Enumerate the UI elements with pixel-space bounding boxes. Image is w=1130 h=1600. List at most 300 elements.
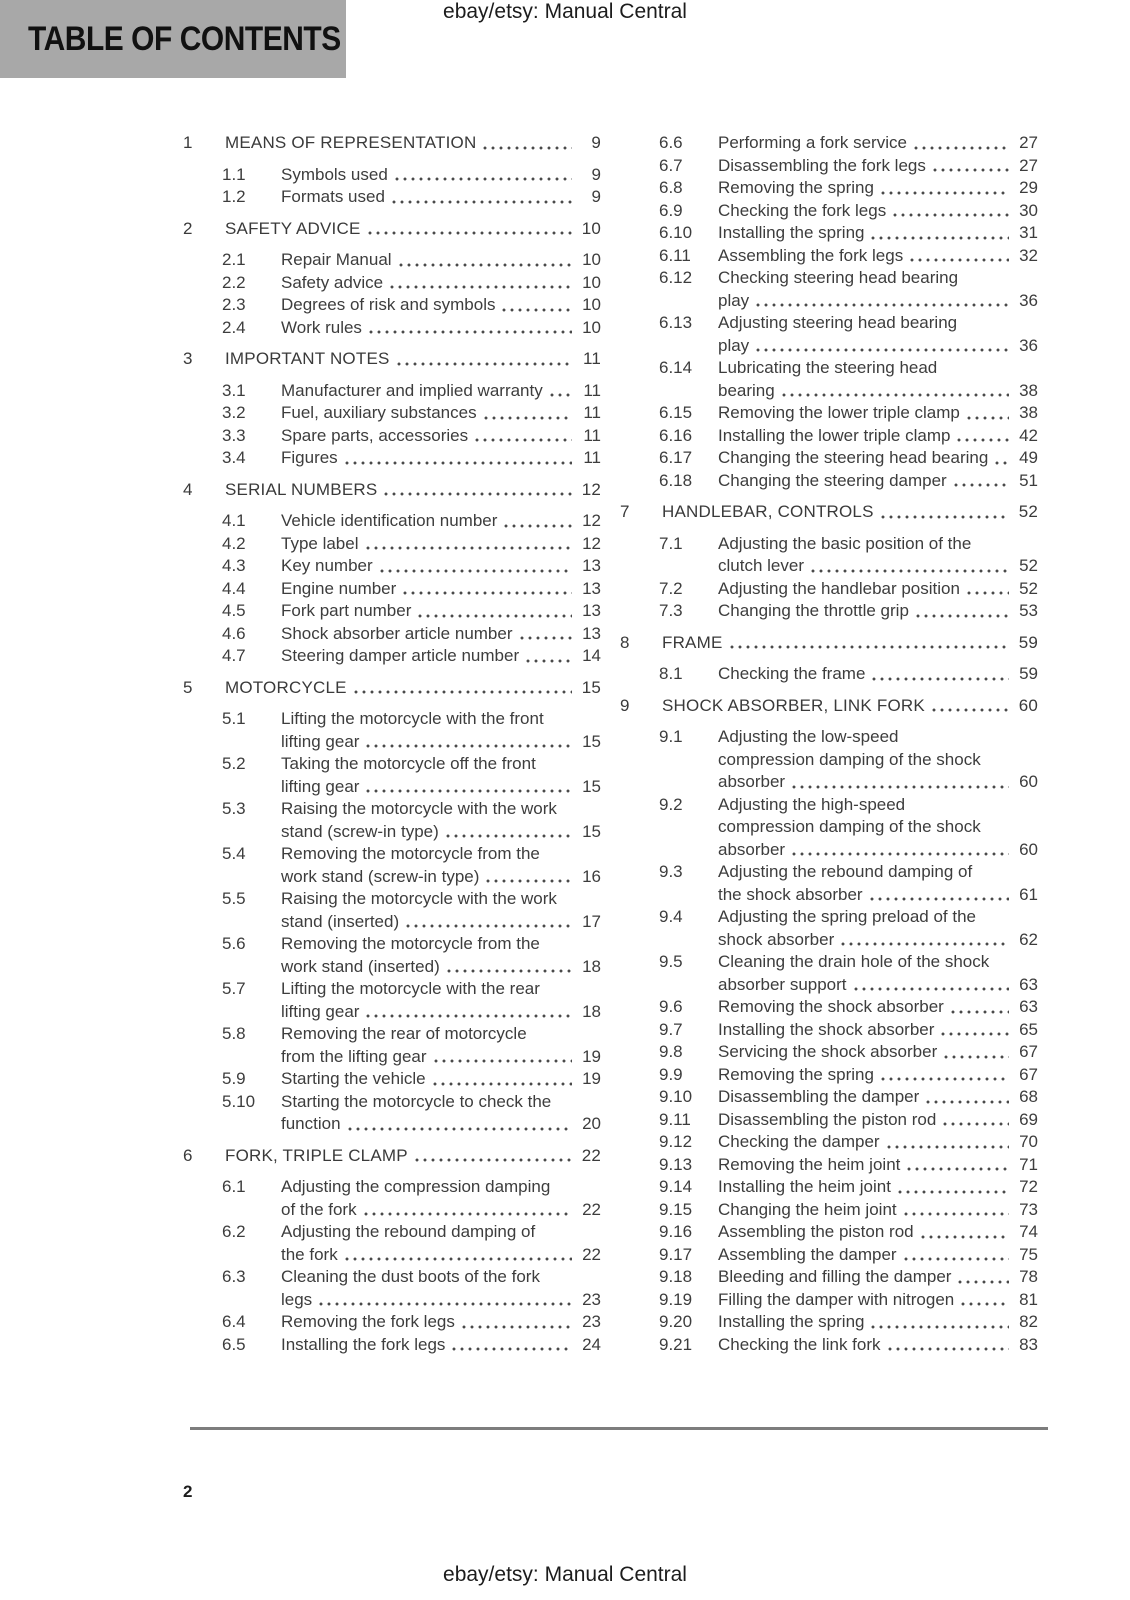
entry-title-line: of the fork xyxy=(281,1199,357,1219)
entry-title xyxy=(718,1131,1038,1154)
entry-number: 6.14 xyxy=(659,358,693,377)
toc-columns xyxy=(183,123,1038,1356)
entry-title xyxy=(281,249,601,272)
entry-title-line: Spare parts, accessories xyxy=(281,425,469,445)
toc-entry-6.12 xyxy=(659,267,1038,312)
entry-number: 6.17 xyxy=(659,448,693,467)
toc-entry-4.7 xyxy=(222,645,601,668)
toc-entry-4 xyxy=(183,479,601,502)
entry-title xyxy=(718,155,1038,178)
entry-page-number: 52 xyxy=(1018,502,1038,521)
toc-entry-5.10 xyxy=(222,1091,601,1136)
entry-title-line: SERIAL NUMBERS xyxy=(225,479,378,499)
dotted-leader xyxy=(965,402,1009,425)
toc-entry-2.4 xyxy=(222,317,601,340)
entry-title-line: Servicing the shock absorber xyxy=(718,1042,938,1061)
entry-page-number: 23 xyxy=(582,1289,601,1309)
entry-number: 4.7 xyxy=(222,646,246,665)
toc-entry-9.14 xyxy=(659,1176,1038,1199)
dotted-leader xyxy=(919,1221,1009,1244)
toc-entry-9.9 xyxy=(659,1064,1038,1087)
entry-page-number: 10 xyxy=(581,218,601,238)
entry-number: 5.1 xyxy=(222,709,246,728)
entry-title-line: Starting the vehicle xyxy=(281,1069,426,1088)
dotted-leader xyxy=(378,555,572,578)
entry-page-number: 9 xyxy=(591,187,601,206)
entry-title-line: Starting the motorcycle to check the xyxy=(281,1091,552,1111)
entry-title-line: Removing the spring xyxy=(718,178,874,197)
entry-number: 3.3 xyxy=(222,425,246,445)
entry-title-line: bearing xyxy=(718,380,775,400)
toc-entry-9.19 xyxy=(659,1289,1038,1312)
dotted-leader xyxy=(548,380,572,403)
entry-title-line: Adjusting the high-speed xyxy=(718,794,906,814)
dotted-leader xyxy=(317,1289,572,1312)
entry-number: 5.9 xyxy=(222,1069,246,1088)
entry-title xyxy=(281,164,601,187)
entry-number: 9.3 xyxy=(659,862,683,881)
entry-page-number: 52 xyxy=(1019,578,1038,598)
entry-number: 5.2 xyxy=(222,754,246,773)
entry-number: 9.14 xyxy=(659,1177,693,1196)
entry-number: 2.2 xyxy=(222,272,246,292)
entry-title xyxy=(281,1068,601,1091)
dotted-leader xyxy=(790,771,1009,794)
entry-title-line: Adjusting the compression damping xyxy=(281,1177,551,1196)
entry-title-line: Fuel, auxiliary substances xyxy=(281,403,477,422)
entry-title-line: Adjusting the spring preload of the xyxy=(718,907,977,926)
entry-page-number: 59 xyxy=(1018,632,1038,652)
entry-title-line: Installing the spring xyxy=(718,1312,865,1331)
entry-page-number: 10 xyxy=(582,317,601,337)
entry-title-line: absorber xyxy=(718,839,786,859)
entry-title xyxy=(718,533,1038,578)
toc-entry-3.3 xyxy=(222,425,601,448)
dotted-leader xyxy=(390,186,572,209)
toc-entry-9.2 xyxy=(659,794,1038,862)
entry-number: 6.5 xyxy=(222,1334,246,1354)
dotted-leader xyxy=(362,1199,572,1222)
entry-title-line: Repair Manual xyxy=(281,250,392,269)
entry-title xyxy=(281,1221,601,1266)
entry-title-line: lifting gear xyxy=(281,1001,360,1021)
toc-entry-6 xyxy=(183,1145,601,1168)
toc-entry-6.7 xyxy=(659,155,1038,178)
entry-title xyxy=(718,470,1038,493)
dotted-leader xyxy=(502,510,572,533)
entry-number: 5.10 xyxy=(222,1091,256,1111)
entry-number: 3 xyxy=(183,349,193,368)
entry-title xyxy=(281,1311,601,1334)
entry-number: 9.8 xyxy=(659,1042,683,1061)
entry-page-number: 9 xyxy=(591,164,601,184)
entry-page-number: 70 xyxy=(1019,1132,1038,1151)
entry-number: 4.2 xyxy=(222,533,246,553)
toc-entry-4.6 xyxy=(222,623,601,646)
entry-title xyxy=(225,132,601,155)
entry-title xyxy=(718,861,1038,906)
entry-number: 8.1 xyxy=(659,664,683,683)
entry-title-line: Filling the damper with nitrogen xyxy=(718,1289,955,1309)
entry-title-line: Changing the steering head bearing xyxy=(718,448,989,467)
entry-number: 6.18 xyxy=(659,470,693,490)
entry-number: 9.5 xyxy=(659,952,683,971)
toc-entry-6.11 xyxy=(659,245,1038,268)
toc-entry-9.8 xyxy=(659,1041,1038,1064)
entry-title-line: Work rules xyxy=(281,317,362,337)
entry-title-line: Fork part number xyxy=(281,601,412,620)
entry-title-line: Bleeding and filling the damper xyxy=(718,1267,952,1286)
dotted-leader xyxy=(870,663,1009,686)
entry-number: 5.3 xyxy=(222,799,246,818)
entry-title-line: Assembling the fork legs xyxy=(718,245,904,265)
toc-entry-6.18 xyxy=(659,470,1038,493)
dotted-leader xyxy=(885,1131,1009,1154)
entry-title xyxy=(281,753,601,798)
entry-title xyxy=(718,245,1038,268)
entry-page-number: 53 xyxy=(1019,601,1038,620)
entry-number: 6.16 xyxy=(659,425,693,445)
toc-entry-9.18 xyxy=(659,1266,1038,1289)
toc-entry-9.13 xyxy=(659,1154,1038,1177)
entry-title-line: Manufacturer and implied warranty xyxy=(281,380,543,400)
entry-page-number: 15 xyxy=(582,821,601,841)
entry-number: 4 xyxy=(183,479,193,499)
entry-title-line: work stand (inserted) xyxy=(281,956,440,976)
dotted-leader xyxy=(931,155,1009,178)
entry-title-line: Checking the frame xyxy=(718,664,866,683)
entry-title xyxy=(718,357,1038,402)
entry-title-line: Changing the heim joint xyxy=(718,1199,897,1219)
entry-number: 8 xyxy=(620,632,630,652)
entry-number: 9.18 xyxy=(659,1267,693,1286)
entry-number: 6.12 xyxy=(659,268,693,287)
entry-title-line: lifting gear xyxy=(281,731,360,751)
entry-title-line: Assembling the piston rod xyxy=(718,1222,914,1241)
toc-entry-9.15 xyxy=(659,1199,1038,1222)
entry-number: 6 xyxy=(183,1145,193,1165)
toc-entry-3 xyxy=(183,348,601,371)
entry-page-number: 60 xyxy=(1018,695,1038,715)
entry-page-number: 74 xyxy=(1019,1222,1038,1241)
toc-entry-7 xyxy=(620,501,1038,524)
entry-page-number: 83 xyxy=(1019,1334,1038,1354)
entry-number: 6.6 xyxy=(659,133,683,152)
dotted-leader xyxy=(445,956,572,979)
dotted-leader xyxy=(993,447,1009,470)
dotted-leader xyxy=(343,1244,572,1267)
toc-entry-1.2 xyxy=(222,186,601,209)
entry-title-line: Installing the heim joint xyxy=(718,1177,891,1196)
entry-title xyxy=(225,677,601,700)
entry-title-line: Removing the spring xyxy=(718,1064,874,1084)
entry-page-number: 49 xyxy=(1019,448,1038,467)
toc-entry-6.4 xyxy=(222,1311,601,1334)
toc-entry-6.10 xyxy=(659,222,1038,245)
dotted-leader xyxy=(879,177,1009,200)
entry-title xyxy=(281,1176,601,1221)
entry-page-number: 13 xyxy=(582,578,601,598)
entry-title xyxy=(281,447,601,470)
entry-number: 6.3 xyxy=(222,1267,246,1286)
entry-number: 3.1 xyxy=(222,380,246,400)
entry-number: 5 xyxy=(183,677,193,697)
entry-page-number: 22 xyxy=(581,1145,601,1165)
entry-page-number: 52 xyxy=(1019,556,1038,575)
toc-entry-1.1 xyxy=(222,164,601,187)
entry-number: 6.13 xyxy=(659,313,693,332)
entry-title xyxy=(718,1244,1038,1267)
entry-number: 2.3 xyxy=(222,295,246,314)
entry-title-line: Taking the motorcycle off the front xyxy=(281,754,536,773)
entry-number: 4.4 xyxy=(222,578,246,598)
entry-title xyxy=(718,951,1038,996)
toc-entry-9.11 xyxy=(659,1109,1038,1132)
entry-title-line: Raising the motorcycle with the work xyxy=(281,889,557,908)
entry-number: 4.5 xyxy=(222,601,246,620)
entry-title-line: Adjusting steering head bearing xyxy=(718,313,958,332)
entry-title-line: Cleaning the dust boots of the fork xyxy=(281,1267,540,1286)
entry-title-line: Adjusting the basic position of the xyxy=(718,533,972,553)
entry-title-line: Safety advice xyxy=(281,272,384,292)
entry-title xyxy=(718,600,1038,623)
entry-number: 6.8 xyxy=(659,178,683,197)
entry-number: 9.12 xyxy=(659,1132,693,1151)
entry-page-number: 78 xyxy=(1019,1267,1038,1286)
entry-page-number: 65 xyxy=(1019,1019,1038,1039)
toc-entry-3.1 xyxy=(222,380,601,403)
entry-page-number: 17 xyxy=(582,911,601,931)
entry-page-number: 12 xyxy=(582,533,601,553)
entry-number: 6.2 xyxy=(222,1222,246,1241)
entry-title-line: Checking the link fork xyxy=(718,1334,881,1354)
entry-title xyxy=(718,200,1038,223)
dotted-leader xyxy=(924,1086,1009,1109)
entry-title-line: Engine number xyxy=(281,578,397,598)
entry-title xyxy=(281,645,601,668)
entry-number: 4.3 xyxy=(222,556,246,575)
entry-title-line: the shock absorber xyxy=(718,884,863,904)
entry-title-line: MEANS OF REPRESENTATION xyxy=(225,133,477,152)
entry-number: 7 xyxy=(620,502,630,521)
entry-title xyxy=(281,978,601,1023)
entry-title-line: play xyxy=(718,290,750,310)
toc-entry-6.5 xyxy=(222,1334,601,1357)
entry-title-line: Key number xyxy=(281,556,373,575)
toc-entry-7.3 xyxy=(659,600,1038,623)
toc-entry-6.8 xyxy=(659,177,1038,200)
entry-title-line: Installing the spring xyxy=(718,223,865,242)
entry-title xyxy=(281,1023,601,1068)
entry-page-number: 75 xyxy=(1019,1244,1038,1264)
entry-title-line: Type label xyxy=(281,533,359,553)
dotted-leader xyxy=(809,555,1009,578)
entry-page-number: 63 xyxy=(1019,974,1038,994)
entry-title xyxy=(718,1064,1038,1087)
dotted-leader xyxy=(868,884,1009,907)
entry-page-number: 71 xyxy=(1019,1154,1038,1174)
toc-entry-5.9 xyxy=(222,1068,601,1091)
entry-title-line: SAFETY ADVICE xyxy=(225,218,361,238)
entry-title xyxy=(225,1145,601,1168)
entry-title-line: FRAME xyxy=(662,632,723,652)
toc-entry-2.2 xyxy=(222,272,601,295)
toc-entry-8.1 xyxy=(659,663,1038,686)
entry-title-line: Degrees of risk and symbols xyxy=(281,295,496,314)
dotted-leader xyxy=(460,1311,572,1334)
entry-title-line: Installing the lower triple clamp xyxy=(718,425,951,445)
entry-page-number: 60 xyxy=(1019,839,1038,859)
entry-page-number: 15 xyxy=(582,776,601,796)
entry-page-number: 11 xyxy=(583,448,601,467)
dotted-leader xyxy=(364,731,572,754)
entry-number: 5.8 xyxy=(222,1024,246,1043)
dotted-leader xyxy=(404,911,572,934)
entry-page-number: 51 xyxy=(1019,470,1038,490)
entry-title-line: work stand (screw-in type) xyxy=(281,866,480,886)
entry-title-line: Cleaning the drain hole of the shock xyxy=(718,952,990,971)
entry-page-number: 27 xyxy=(1019,133,1038,152)
toc-entry-5.1 xyxy=(222,708,601,753)
entry-title-line: compression damping of the shock xyxy=(718,749,981,769)
toc-entry-2.1 xyxy=(222,249,601,272)
entry-title xyxy=(281,600,601,623)
toc-entry-2.3 xyxy=(222,294,601,317)
entry-title xyxy=(718,177,1038,200)
entry-page-number: 68 xyxy=(1019,1087,1038,1106)
toc-entry-6.2 xyxy=(222,1221,601,1266)
dotted-leader xyxy=(952,470,1009,493)
entry-page-number: 38 xyxy=(1019,380,1038,400)
entry-title xyxy=(718,425,1038,448)
toc-entry-9.7 xyxy=(659,1019,1038,1042)
toc-entry-3.2 xyxy=(222,402,601,425)
dotted-leader xyxy=(941,1109,1009,1132)
entry-title xyxy=(718,663,1038,686)
entry-title-line: Lifting the motorcycle with the rear xyxy=(281,979,540,998)
entry-title-line: Symbols used xyxy=(281,164,388,184)
entry-title xyxy=(225,348,601,371)
toc-entry-8 xyxy=(620,632,1038,655)
toc-entry-6.13 xyxy=(659,312,1038,357)
entry-title-line: clutch lever xyxy=(718,556,804,575)
dotted-leader xyxy=(959,1289,1009,1312)
entry-number: 9.1 xyxy=(659,727,683,746)
entry-page-number: 32 xyxy=(1019,245,1038,265)
entry-title-line: function xyxy=(281,1114,341,1133)
site-label-bottom: ebay/etsy: Manual Central xyxy=(443,1563,687,1586)
dotted-leader xyxy=(366,218,573,241)
entry-page-number: 18 xyxy=(582,1001,601,1021)
entry-title-line: Shock absorber article number xyxy=(281,623,513,643)
dotted-leader xyxy=(879,501,1009,524)
entry-title-line: Removing the heim joint xyxy=(718,1154,901,1174)
dotted-leader xyxy=(518,623,572,646)
entry-title xyxy=(718,312,1038,357)
entry-page-number: 10 xyxy=(582,295,601,314)
entry-title-line: Removing the motorcycle from the xyxy=(281,844,540,863)
entry-page-number: 9 xyxy=(591,133,601,152)
entry-title-line: HANDLEBAR, CONTROLS xyxy=(662,502,874,521)
toc-entry-9.4 xyxy=(659,906,1038,951)
entry-page-number: 10 xyxy=(582,250,601,269)
entry-number: 9.10 xyxy=(659,1087,693,1106)
toc-entry-6.15 xyxy=(659,402,1038,425)
footer-rule xyxy=(190,1427,1048,1430)
entry-title-line: Lifting the motorcycle with the front xyxy=(281,709,544,728)
entry-title-line: Checking the fork legs xyxy=(718,200,887,220)
entry-number: 6.15 xyxy=(659,403,693,422)
entry-page-number: 11 xyxy=(583,403,601,422)
dotted-leader xyxy=(388,272,572,295)
dotted-leader xyxy=(939,1019,1009,1042)
entry-page-number: 12 xyxy=(581,479,601,499)
entry-page-number: 60 xyxy=(1019,772,1038,791)
dotted-leader xyxy=(780,380,1009,403)
entry-title xyxy=(718,1109,1038,1132)
dotted-leader xyxy=(484,866,572,889)
entry-title-line: Figures xyxy=(281,448,338,467)
entry-title-line: Disassembling the fork legs xyxy=(718,155,926,175)
entry-title-line: the fork xyxy=(281,1244,338,1264)
entry-page-number: 24 xyxy=(582,1334,601,1354)
entry-title xyxy=(225,218,601,241)
entry-page-number: 13 xyxy=(582,623,601,643)
entry-title xyxy=(718,1086,1038,1109)
entry-title xyxy=(281,708,601,753)
entry-title xyxy=(281,186,601,209)
entry-title xyxy=(281,380,601,403)
entry-number: 9.15 xyxy=(659,1199,693,1219)
toc-entry-9.10 xyxy=(659,1086,1038,1109)
dotted-leader xyxy=(416,600,572,623)
entry-title xyxy=(718,222,1038,245)
entry-title xyxy=(662,695,1038,718)
dotted-leader xyxy=(343,447,572,470)
dotted-leader xyxy=(754,290,1009,313)
entry-number: 3.2 xyxy=(222,403,246,422)
entry-title-line: lifting gear xyxy=(281,776,360,796)
entry-page-number: 38 xyxy=(1019,403,1038,422)
entry-page-number: 62 xyxy=(1019,929,1038,949)
entry-page-number: 13 xyxy=(582,601,601,620)
entry-number: 2 xyxy=(183,218,193,238)
entry-number: 6.4 xyxy=(222,1312,246,1331)
entry-title xyxy=(281,510,601,533)
entry-title-line: Lubricating the steering head xyxy=(718,358,938,377)
toc-banner-title: TABLE OF CONTENTS xyxy=(28,19,341,58)
dotted-leader xyxy=(364,1001,572,1024)
entry-title-line: Adjusting the rebound damping of xyxy=(281,1222,536,1241)
entry-title-line: from the lifting gear xyxy=(281,1046,427,1066)
entry-page-number: 11 xyxy=(583,380,601,400)
entry-title xyxy=(718,1289,1038,1312)
toc-entry-9.6 xyxy=(659,996,1038,1019)
entry-title-line: Performing a fork service xyxy=(718,133,907,152)
entry-page-number: 16 xyxy=(582,866,601,886)
entry-title xyxy=(718,267,1038,312)
entry-title xyxy=(281,533,601,556)
entry-title-line: Raising the motorcycle with the work xyxy=(281,799,557,818)
dotted-leader xyxy=(891,200,1009,223)
entry-title-line: Changing the throttle grip xyxy=(718,601,909,620)
entry-number: 9.20 xyxy=(659,1312,693,1331)
toc-entry-5.2 xyxy=(222,753,601,798)
toc-entry-6.17 xyxy=(659,447,1038,470)
entry-title-line: Removing the lower triple clamp xyxy=(718,403,960,422)
entry-number: 5.5 xyxy=(222,889,246,908)
entry-page-number: 12 xyxy=(582,511,601,530)
